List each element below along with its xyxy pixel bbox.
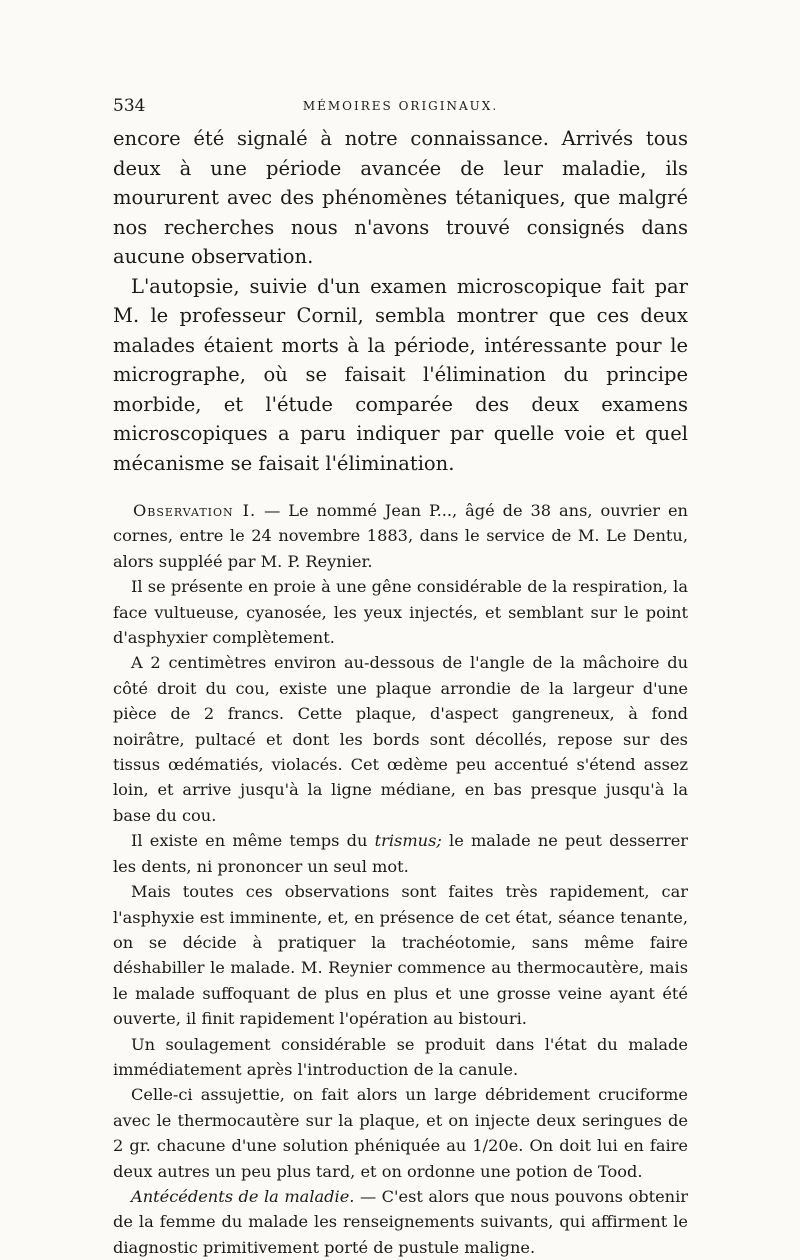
running-title: MÉMOIRES ORIGINAUX. <box>302 99 499 113</box>
trismus-after: le malade ne peut desserrer les dents, ni prononcer un seul mot. <box>113 831 689 876</box>
paragraph-tracheotomy: Mais toutes ces observations sont faites très rapidement, car l'asphyxie est imminente, et, en présence de cet état, séance tenante, on se décide à pratiquer la trachéotomie, sans même faire déshabiller le malade. M. Reynier commence au thermocautère, mais le malade suffoquant de plus en plus et une grosse veine ayant été ouverte, il finit rapidement l'opération au bistouri. <box>113 882 688 1029</box>
paragraph-autopsy: L'autopsie, suivie d'un examen microscopique fait par M. le professeur Cornil, sembla montrer que ces deux malades étaient morts à la période, intéressante pour le micrographe, où se faisait l'élimination du principe morbide, et l'étude comparée des deux examens microscopiques a paru indiquer par quelle voie et quel mécanisme se faisait l'élimination. <box>113 274 688 475</box>
main-text <box>113 124 688 478</box>
antecedents-text: — C'est alors que nous pouvons obtenir de la femme du malade les renseignements suivants, qui affirment le diagnostic primitivement porté de pustule maligne. <box>113 1186 689 1257</box>
paragraph-antecedents <box>113 1184 688 1260</box>
observation-intro <box>113 498 688 574</box>
antecedents-heading: Antécédents de la maladie. <box>131 1186 355 1206</box>
trismus-before: Il existe en même temps du <box>131 831 375 851</box>
paragraph-continuation: encore été signalé à notre connaissance. Arrivés tous deux à une période avancée de leur maladie, ils moururent avec des phénomènes tétaniques, que malgré nos recherches nous n'avons trouvé consignés dans aucune observation. <box>113 127 688 268</box>
observation-section <box>113 498 688 1260</box>
page-number: 534 <box>113 96 146 116</box>
paragraph-debridement: Celle-ci assujettie, on fait alors un large débridement cruciforme avec le thermocautère sur la plaque, et on injecte deux seringues de 2 gr. chacune d'une solution phéniquée au 1/20e. On doit lui en faire deux autres un peu plus tard, et on ordonne une potion de Tood. <box>113 1085 688 1181</box>
paragraph-trismus <box>113 828 688 879</box>
paragraph-relief: Un soulagement considérable se produit dans l'état du malade immédiatement après l'introduction de la canule. <box>113 1034 688 1079</box>
trismus-italic: trismus; <box>374 831 442 851</box>
paragraph-plaque: A 2 centimètres environ au-dessous de l'angle de la mâchoire du côté droit du cou, existe une plaque arrondie de la largeur d'une pièce de 2 francs. Cette plaque, d'aspect gangreneux, à fond noirâtre, pultacé et dont les bords sont décollés, repose sur des tissus œdématiés, violacés. Cet œdème peu accentué s'étend assez loin, et arrive jusqu'à la ligne médiane, en bas presque jusqu'à la base du cou. <box>113 653 688 825</box>
paragraph-presentation: Il se présente en proie à une gêne considérable de la respiration, la face vultueuse, cyanosée, les yeux injectés, et semblant sur le point d'asphyxier complètement. <box>113 577 688 648</box>
document-page <box>113 96 688 1260</box>
page-header <box>113 96 688 124</box>
observation-label: Observation I. <box>133 501 257 520</box>
observation-text: — Le nommé Jean P..., âgé de 38 ans, ouvrier en cornes, entre le 24 novembre 1883, dans le service de M. Le Dentu, alors suppléé par M. P. Reynier. <box>113 501 688 571</box>
